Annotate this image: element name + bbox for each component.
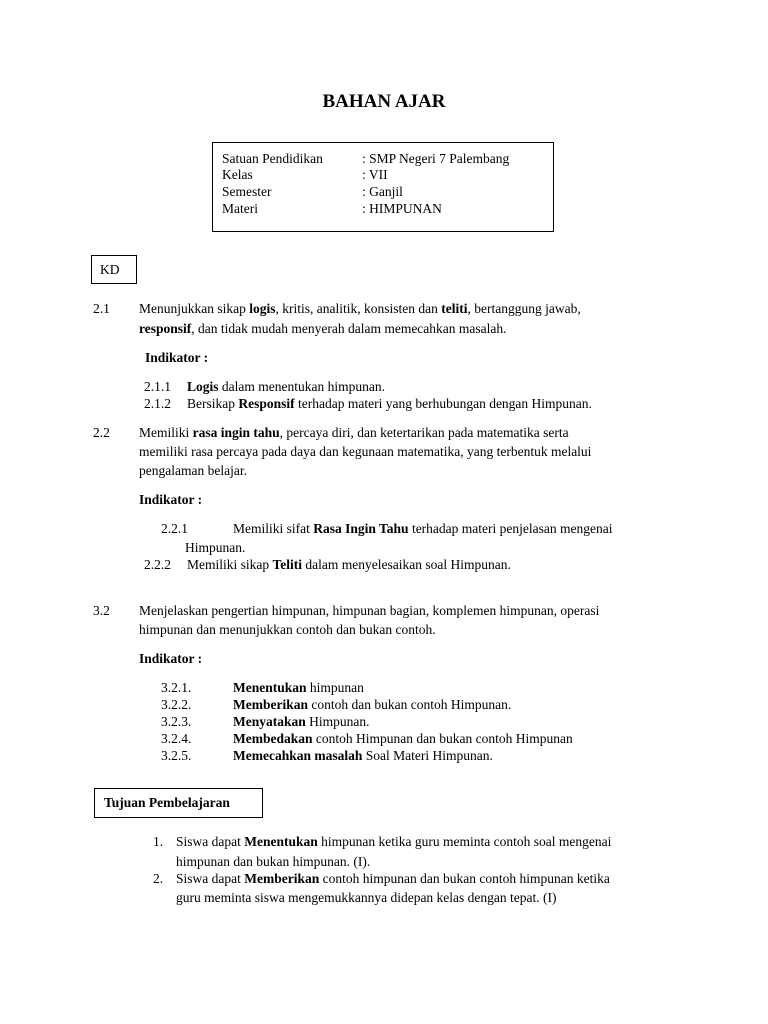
info-label: Materi bbox=[222, 201, 258, 216]
kd-text: Menjelaskan pengertian himpunan, himpunan bagian, komplemen himpunan, operasi bbox=[139, 603, 600, 618]
indicator-number: 3.2.5. bbox=[161, 748, 192, 763]
info-value: : HIMPUNAN bbox=[362, 201, 442, 216]
info-value: : Ganjil bbox=[362, 184, 403, 199]
indicator-text: Menyatakan Himpunan. bbox=[233, 714, 370, 729]
tujuan-label: Tujuan Pembelajaran bbox=[104, 795, 230, 810]
kd-text: himpunan dan menunjukkan contoh dan bukan contoh. bbox=[139, 622, 436, 637]
tujuan-number: 1. bbox=[153, 834, 164, 849]
tujuan-text: himpunan dan bukan himpunan. (I). bbox=[176, 854, 371, 869]
kd-number: 2.2 bbox=[93, 425, 110, 440]
indicator-text: Memberikan contoh dan bukan contoh Himpunan. bbox=[233, 697, 512, 712]
indicator-text: Membedakan contoh Himpunan dan bukan contoh Himpunan bbox=[233, 731, 573, 746]
indicator-number: 3.2.4. bbox=[161, 731, 192, 746]
indicator-text: Memiliki sikap Teliti dalam menyelesaikan soal Himpunan. bbox=[187, 557, 511, 572]
kd-text: Memiliki rasa ingin tahu, percaya diri, dan ketertarikan pada matematika serta bbox=[139, 425, 569, 440]
tujuan-text: Siswa dapat Menentukan himpunan ketika guru meminta contoh soal mengenai bbox=[176, 834, 612, 849]
info-label: Kelas bbox=[222, 167, 253, 182]
kd-text: memiliki rasa percaya pada daya dan kegunaan matematika, yang terbentuk melalui bbox=[139, 444, 592, 459]
info-value: : VII bbox=[362, 167, 388, 182]
tujuan-number: 2. bbox=[153, 871, 164, 886]
indicator-number: 2.2.1 bbox=[161, 521, 188, 536]
indicator-text: Bersikap Responsif terhadap materi yang berhubungan dengan Himpunan. bbox=[187, 396, 592, 411]
kd-number: 3.2 bbox=[93, 603, 110, 618]
kd-text: Menunjukkan sikap logis, kritis, analitik, konsisten dan teliti, bertanggung jawab, bbox=[139, 301, 581, 316]
page-title: BAHAN AJAR bbox=[322, 91, 446, 112]
indicator-number: 2.1.1 bbox=[144, 379, 171, 394]
info-label: Satuan Pendidikan bbox=[222, 151, 323, 166]
info-label: Semester bbox=[222, 184, 272, 199]
tujuan-text: guru meminta siswa mengemukkannya didepan kelas dengan tepat. (I) bbox=[176, 890, 557, 905]
indicator-text: Memecahkan masalah Soal Materi Himpunan. bbox=[233, 748, 493, 763]
indikator-heading: Indikator : bbox=[139, 492, 203, 507]
indicator-number: 3.2.3. bbox=[161, 714, 192, 729]
indicator-text: Memiliki sifat Rasa Ingin Tahu terhadap materi penjelasan mengenai bbox=[233, 521, 613, 536]
kd-text: pengalaman belajar. bbox=[139, 463, 247, 478]
info-value: : SMP Negeri 7 Palembang bbox=[362, 151, 510, 166]
indicator-text: Logis dalam menentukan himpunan. bbox=[187, 379, 385, 394]
indicator-number: 3.2.2. bbox=[161, 697, 192, 712]
indicator-text: Himpunan. bbox=[185, 540, 246, 555]
tujuan-text: Siswa dapat Memberikan contoh himpunan dan bukan contoh himpunan ketika bbox=[176, 871, 610, 886]
kd-label: KD bbox=[100, 262, 120, 277]
indicator-number: 2.2.2 bbox=[144, 557, 171, 572]
indicator-number: 2.1.2 bbox=[144, 396, 171, 411]
kd-text: responsif, dan tidak mudah menyerah dalam memecahkan masalah. bbox=[139, 321, 507, 336]
kd-number: 2.1 bbox=[93, 301, 110, 316]
indicator-number: 3.2.1. bbox=[161, 680, 192, 695]
indicator-text: Menentukan himpunan bbox=[233, 680, 364, 695]
indikator-heading: Indikator : bbox=[145, 350, 209, 365]
indikator-heading: Indikator : bbox=[139, 651, 203, 666]
